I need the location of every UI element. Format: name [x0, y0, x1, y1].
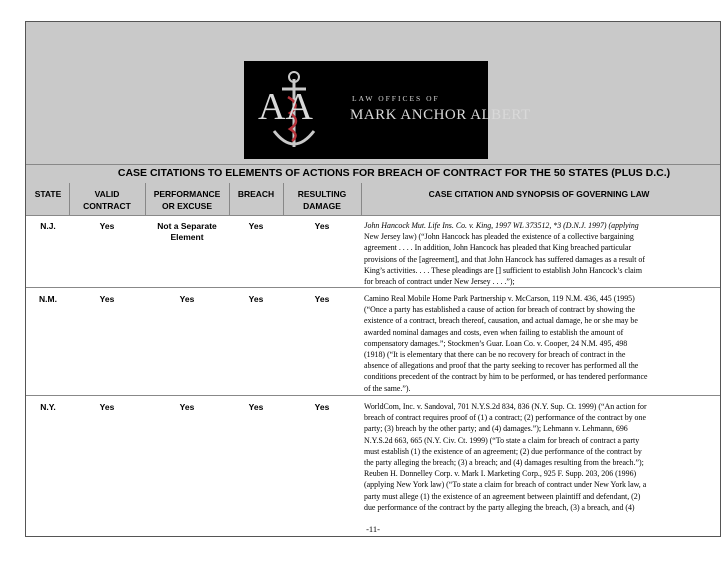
citation-line: party; (3) breach by the other party; and (4) damages.”); Lehmann v. Lehmann, 696 [364, 424, 628, 434]
state-cell: N.M. [39, 294, 57, 304]
citation-line: (1918) (“It is elementary that there can be no recovery for breach of contract in the [364, 350, 626, 360]
column-divider [229, 183, 230, 215]
citation-line: (applying New York law) (“To state a claim for breach of contract under New York law, a [364, 480, 647, 490]
citation-line: breach of contract requires proof of (1) a contract; (2) performance of the contract by one [364, 413, 646, 423]
damage-cell: Yes [314, 294, 330, 304]
state-cell: N.J. [40, 221, 56, 231]
anchor-logo-icon [244, 61, 344, 159]
citation-cell [364, 293, 714, 394]
column-divider [145, 183, 146, 215]
letterhead-band [26, 22, 720, 164]
citation-line: existence of a contract, breach thereof, causation, and actual damage, he or she may be [364, 316, 638, 326]
citation-line: due performance of the contract by the party alleging the breach, (3) a breach, and (4) [364, 502, 635, 512]
col-breach-header: BREACH [237, 189, 275, 199]
citation-line: Reuben H. Donnelley Corp. v. Mark I. Marketing Corp., 925 F. Supp. 203, 206 (1996) [364, 469, 637, 479]
citation-line: of the same.”). [364, 383, 411, 393]
table-row [26, 396, 720, 536]
citation-line: New Jersey law) (“John Hancock has pleaded the existence of a collective bargaining [364, 232, 634, 242]
valid-contract-cell: Yes [99, 294, 115, 304]
citation-line: for breach of contract under New Jersey . . . .”); [364, 277, 515, 287]
citation-line: party must allege (1) the existence of an agreement between plaintiff and defendant, (2) [364, 491, 641, 501]
breach-cell: Yes [248, 294, 264, 304]
damage-cell: Yes [314, 221, 330, 231]
citation-cell [364, 401, 714, 513]
col-citation-header: CASE CITATION AND SYNOPSIS OF GOVERNING LAW [428, 189, 650, 199]
citation-line: (“Once a party has established a cause of action for breach of contract by showing the [364, 305, 636, 315]
state-cell: N.Y. [40, 402, 56, 412]
page-number: -11- [366, 524, 380, 534]
column-divider [69, 183, 70, 215]
logo-subtitle: LAW OFFICES OF [352, 94, 440, 103]
col-state-header: STATE [34, 189, 62, 199]
firm-logo [244, 61, 531, 159]
citation-line: must establish (1) the existence of an agreement; (2) due performance of the contract by [364, 446, 642, 456]
citation-line: Camino Real Mobile Home Park Partnership v. McCarson, 119 N.M. 436, 445 (1995) [364, 294, 635, 303]
citation-line: conditions precedent of the contract by him to be performed, or has tendered performance [364, 372, 648, 382]
logo-firm-name: MARK ANCHOR ALBERT [350, 107, 531, 123]
table-row [26, 288, 720, 396]
col-performance-header: PERFORMANCE OR EXCUSE [153, 189, 221, 211]
citation-line: N.Y.S.2d 663, 665 (N.Y. Civ. Ct. 1999) (“To state a claim for breach of contract a party [364, 435, 640, 445]
document-page [25, 21, 721, 537]
citation-line: King’s activities. . . . These pleadings are [] sufficient to establish John Hancock’s claim [364, 265, 643, 275]
document-title: CASE CITATIONS TO ELEMENTS OF ACTIONS FOR BREACH OF CONTRACT FOR THE 50 STATES (PLUS D.C.) [117, 167, 671, 179]
title-band [26, 164, 720, 184]
citation-cell [364, 220, 714, 287]
logo-monogram-text: AA [258, 86, 313, 128]
valid-contract-cell: Yes [99, 221, 115, 231]
citation-line: agreement . . . . In addition, John Hancock has pleaded that King breached particular [364, 243, 632, 253]
performance-cell: Not a Separate Element [157, 221, 217, 242]
damage-cell: Yes [314, 402, 330, 412]
citation-line: the party alleging the breach; (3) a breach; and (4) damages resulting from the breach.”); [364, 458, 644, 468]
col-valid-contract-header: VALID CONTRACT [83, 189, 131, 211]
citation-line: WorldCom, Inc. v. Sandoval, 701 N.Y.S.2d 834, 836 (N.Y. Sup. Ct. 1999) (“An action for [364, 402, 647, 411]
table-row [26, 215, 720, 288]
breach-cell: Yes [248, 402, 264, 412]
citation-line: John Hancock Mut. Life Ins. Co. v. King, 1997 WL 373512, *3 (D.N.J. 1997) (applying [364, 221, 639, 230]
performance-cell: Yes [179, 402, 195, 412]
citation-line: awarded nominal damages and costs, even when failing to establish the amount of [364, 327, 624, 337]
column-divider [361, 183, 362, 215]
col-damage-header: RESULTING DAMAGE [297, 189, 347, 211]
citation-line: absence of allegations and proof that the party seeking to recover has performed all the [364, 361, 639, 371]
column-divider [283, 183, 284, 215]
performance-cell: Yes [179, 294, 195, 304]
column-header-row [26, 183, 720, 216]
citation-line: provisions of the [agreement], and that John Hancock has suffered damages as a result of [364, 254, 645, 264]
citation-line: compensatory damages.”; Stockmen’s Guar. Loan Co. v. Cooper, 24 N.M. 495, 498 [364, 338, 628, 348]
valid-contract-cell: Yes [99, 402, 115, 412]
breach-cell: Yes [248, 221, 264, 231]
